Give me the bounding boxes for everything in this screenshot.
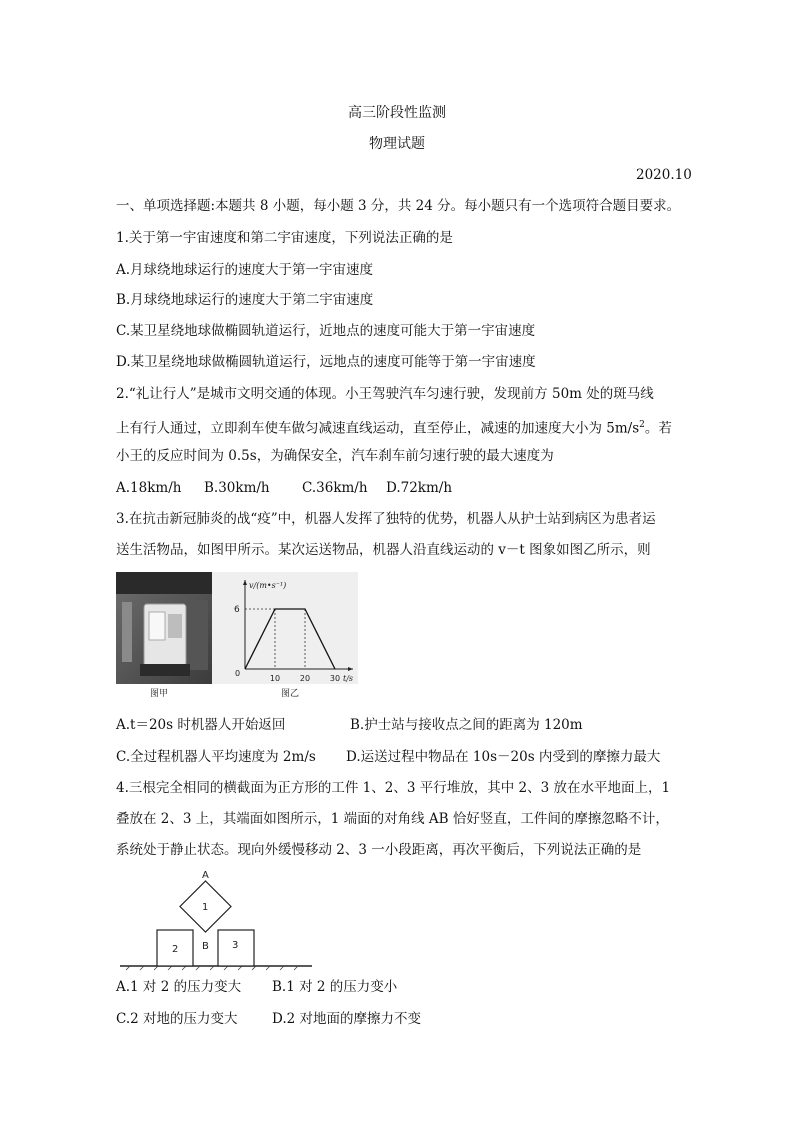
q4-line2: 叠放在 2、3 上，其端面如图所示，1 端面的对角线 AB 恰好竖直，工件间的摩擦忽略不计，	[116, 811, 669, 827]
vt-graph-svg	[225, 572, 365, 702]
fig-yi-label: 图乙	[281, 689, 300, 699]
graph-ylabel: v/(m•s⁻¹)	[249, 581, 287, 590]
label-a: A	[202, 870, 209, 881]
q2-line2: 上有行人通过，立即刹车使车做匀减速直线运动，直至停止，减速的加速度大小为 $5m/s^2$。若	[116, 420, 672, 437]
graph-origin: 0	[235, 669, 241, 678]
q2-option-c: C.36km/h	[302, 480, 368, 496]
graph-xtick-20: 20	[299, 674, 311, 683]
q4-option-d: D.2 对地面的摩擦力不变	[272, 1011, 422, 1027]
vt-graph	[225, 572, 365, 702]
q4-blocks-figure	[116, 866, 316, 972]
exam-date: 2020.10	[636, 167, 692, 183]
fig-jia-label: 图甲	[150, 689, 169, 699]
q4-option-c: C.2 对地的压力变大	[116, 1011, 238, 1027]
q1-option-d: D.某卫星绕地球做椭圆轨道运行，远地点的速度可能等于第一宇宙速度	[116, 354, 536, 370]
label-3: 3	[232, 940, 239, 951]
graph-xtick-10: 10	[269, 674, 281, 683]
q3-option-c: C.全过程机器人平均速度为 2m/s	[116, 749, 316, 765]
q4-line3: 系统处于静止状态。现向外缓慢移动 2、3 一小段距离，再次平衡后，下列说法正确的是	[116, 842, 642, 858]
q3-option-b: B.护士站与接收点之间的距离为 120m	[350, 717, 583, 733]
label-2: 2	[172, 944, 179, 955]
q4-option-a: A.1 对 2 的压力变大	[116, 979, 242, 995]
q4-option-b: B.1 对 2 的压力变小	[272, 979, 398, 995]
q1-stem: 1.关于第一宇宙速度和第二宇宙速度，下列说法正确的是	[116, 230, 453, 246]
q3-option-d: D.运送过程中物品在 10s－20s 内受到的摩擦力最大	[346, 749, 661, 765]
page-subtitle: 物理试题	[369, 136, 425, 152]
page-title: 高三阶段性监测	[348, 105, 446, 121]
q1-option-b: B.月球绕地球运行的速度大于第二宇宙速度	[116, 292, 374, 308]
q2-line3: 小王的反应时间为 0.5s，为确保安全，汽车刹车前匀速行驶的最大速度为	[116, 448, 554, 464]
blocks-diagram	[116, 866, 316, 972]
graph-xtick-30: 30	[329, 674, 341, 683]
y-axis-arrow	[243, 580, 247, 585]
q2-option-b: B.30km/h	[204, 480, 270, 496]
label-b: B	[202, 941, 209, 952]
section-heading: 一、单项选择题:本题共 8 小题，每小题 3 分，共 24 分。每小题只有一个选项符合题目要求。	[116, 198, 681, 214]
x-axis-arrow	[348, 667, 353, 671]
q2-option-a: A.18km/h	[116, 480, 182, 496]
q3-line2: 送生活物品，如图甲所示。某次运送物品，机器人沿直线运动的 v－t 图象如图乙所示，则	[116, 542, 651, 558]
q1-option-a: A.月球绕地球运行的速度大于第一宇宙速度	[116, 262, 374, 278]
label-1: 1	[202, 902, 209, 913]
q1-option-c: C.某卫星绕地球做椭圆轨道运行，近地点的速度可能大于第一宇宙速度	[116, 323, 536, 339]
q4-line1: 4.三根完全相同的横截面为正方形的工件 1、2、3 平行堆放，其中 2、3 放在水平地面上，1	[116, 780, 671, 796]
q2-line1: 2.“礼让行人”是城市文明交通的体现。小王驾驶汽车匀速行驶，发现前方 50m 处的斑马线	[116, 386, 654, 402]
graph-xlabel: t/s	[343, 674, 354, 683]
q3-line1: 3.在抗击新冠肺炎的战“疫”中，机器人发挥了独特的优势，机器人从护士站到病区为患者运	[116, 511, 656, 527]
vt-series-line	[245, 609, 335, 669]
graph-ytick-6: 6	[234, 605, 240, 615]
q3-option-a: A.t＝20s 时机器人开始返回	[116, 717, 286, 733]
q2-option-d: D.72km/h	[386, 480, 453, 496]
